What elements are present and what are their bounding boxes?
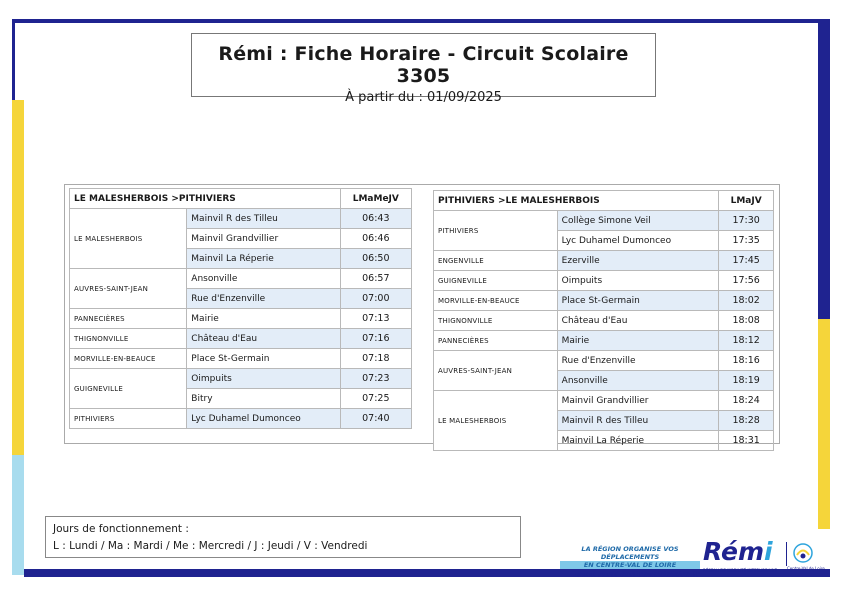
logo-separator bbox=[786, 542, 787, 566]
time-cell: 06:50 bbox=[340, 249, 411, 269]
time-cell: 07:13 bbox=[340, 309, 411, 329]
commune-cell: ENGENVILLE bbox=[434, 251, 558, 271]
stop-cell: Mainvil Grandvillier bbox=[557, 391, 719, 411]
frame-left-cyan bbox=[12, 455, 24, 575]
time-cell: 06:46 bbox=[340, 229, 411, 249]
frame-left-blue bbox=[12, 23, 24, 100]
stop-cell: Mairie bbox=[187, 309, 340, 329]
table-row bbox=[70, 309, 412, 329]
commune-cell: GUIGNEVILLE bbox=[70, 369, 187, 409]
stop-cell: Ansonville bbox=[187, 269, 340, 289]
time-cell: 07:25 bbox=[340, 389, 411, 409]
stop-cell: Place St-Germain bbox=[187, 349, 340, 369]
region-logo-icon bbox=[792, 542, 814, 564]
remi-logo-text: Rém bbox=[703, 537, 765, 566]
table-row bbox=[434, 391, 774, 411]
time-cell: 17:30 bbox=[719, 211, 774, 231]
time-cell: 18:12 bbox=[719, 331, 774, 351]
time-cell: 06:43 bbox=[340, 209, 411, 229]
days-header: LMaMeJV bbox=[340, 189, 411, 209]
timetable-return bbox=[433, 190, 774, 451]
frame-right-blue bbox=[818, 19, 830, 319]
stop-cell: Château d'Eau bbox=[557, 311, 719, 331]
operating-days-legend bbox=[45, 516, 521, 558]
stop-cell: Mainvil R des Tilleu bbox=[187, 209, 340, 229]
commune-cell: MORVILLE-EN-BEAUCE bbox=[70, 349, 187, 369]
time-cell: 17:56 bbox=[719, 271, 774, 291]
timetable-outbound bbox=[69, 188, 412, 429]
table-row bbox=[434, 351, 774, 371]
time-cell: 06:57 bbox=[340, 269, 411, 289]
time-cell: 17:35 bbox=[719, 231, 774, 251]
table-row bbox=[434, 271, 774, 291]
days-header: LMaJV bbox=[719, 191, 774, 211]
legend-title: Jours de fonctionnement : bbox=[53, 523, 189, 535]
table-row bbox=[70, 349, 412, 369]
stop-cell: Lyc Duhamel Dumonceo bbox=[557, 231, 719, 251]
time-cell: 18:08 bbox=[719, 311, 774, 331]
stop-cell: Château d'Eau bbox=[187, 329, 340, 349]
stop-cell: Rue d'Enzenville bbox=[557, 351, 719, 371]
stop-cell: Oimpuits bbox=[557, 271, 719, 291]
route-header: LE MALESHERBOIS >PITHIVIERS bbox=[70, 189, 341, 209]
time-cell: 18:24 bbox=[719, 391, 774, 411]
route-header: PITHIVIERS >LE MALESHERBOIS bbox=[434, 191, 719, 211]
commune-cell: GUIGNEVILLE bbox=[434, 271, 558, 291]
time-cell: 07:18 bbox=[340, 349, 411, 369]
time-cell: 07:00 bbox=[340, 289, 411, 309]
commune-cell: MORVILLE-EN-BEAUCE bbox=[434, 291, 558, 311]
time-cell: 07:40 bbox=[340, 409, 411, 429]
stop-cell: Ansonville bbox=[557, 371, 719, 391]
table-row bbox=[70, 269, 412, 289]
commune-cell: AUVRES-SAINT-JEAN bbox=[434, 351, 558, 391]
table-row bbox=[434, 211, 774, 231]
title-box bbox=[191, 33, 656, 105]
stop-cell: Mainvil La Réperie bbox=[187, 249, 340, 269]
table-row bbox=[434, 251, 774, 271]
table-row bbox=[70, 369, 412, 389]
stop-cell: Ezerville bbox=[557, 251, 719, 271]
commune-cell: AUVRES-SAINT-JEAN bbox=[70, 269, 187, 309]
stop-cell: Oimpuits bbox=[187, 369, 340, 389]
commune-cell: PANNECIÈRES bbox=[434, 331, 558, 351]
table-row bbox=[70, 209, 412, 229]
footer-tagline-line1: LA RÉGION ORGANISE VOS DÉPLACEMENTS bbox=[581, 545, 679, 561]
stop-cell: Bitry bbox=[187, 389, 340, 409]
time-cell: 18:16 bbox=[719, 351, 774, 371]
commune-cell: THIGNONVILLE bbox=[434, 311, 558, 331]
time-cell: 17:45 bbox=[719, 251, 774, 271]
commune-cell: LE MALESHERBOIS bbox=[70, 209, 187, 269]
footer-tagline-line2: EN CENTRE-VAL DE LOIRE bbox=[583, 561, 677, 569]
table-row bbox=[70, 329, 412, 349]
stop-cell: Mainvil La Réperie bbox=[557, 431, 719, 451]
frame-top-bar bbox=[12, 19, 830, 23]
table-row bbox=[70, 409, 412, 429]
table-row bbox=[434, 311, 774, 331]
time-cell: 18:28 bbox=[719, 411, 774, 431]
commune-cell: THIGNONVILLE bbox=[70, 329, 187, 349]
time-cell: 07:23 bbox=[340, 369, 411, 389]
stop-cell: Place St-Germain bbox=[557, 291, 719, 311]
region-logo-label: Centre-Val de Loire bbox=[787, 566, 825, 571]
remi-logo bbox=[703, 537, 773, 566]
stop-cell: Collège Simone Veil bbox=[557, 211, 719, 231]
stop-cell: Mainvil Grandvillier bbox=[187, 229, 340, 249]
commune-cell: LE MALESHERBOIS bbox=[434, 391, 558, 451]
frame-right-yellow bbox=[818, 319, 830, 529]
stop-cell: Rue d'Enzenville bbox=[187, 289, 340, 309]
footer-url-link[interactable]: www.remi-centrevaldeloire.fr bbox=[575, 570, 700, 579]
legend-days: L : Lundi / Ma : Mardi / Me : Mercredi / J : Jeudi / V : Vendredi bbox=[53, 540, 368, 552]
page-subtitle: À partir du : 01/09/2025 bbox=[345, 90, 502, 105]
time-cell: 07:16 bbox=[340, 329, 411, 349]
stop-cell: Lyc Duhamel Dumonceo bbox=[187, 409, 340, 429]
table-row bbox=[434, 331, 774, 351]
table-row bbox=[434, 291, 774, 311]
time-cell: 18:02 bbox=[719, 291, 774, 311]
remi-logo-subtitle: RÉSEAU DE MOBILITÉ INTERURBAINE bbox=[703, 568, 778, 573]
commune-cell: PITHIVIERS bbox=[70, 409, 187, 429]
remi-logo-i: i bbox=[764, 537, 773, 566]
time-cell: 18:19 bbox=[719, 371, 774, 391]
time-cell: 18:31 bbox=[719, 431, 774, 451]
commune-cell: PANNECIÈRES bbox=[70, 309, 187, 329]
footer-tagline bbox=[560, 545, 700, 569]
commune-cell: PITHIVIERS bbox=[434, 211, 558, 251]
stop-cell: Mairie bbox=[557, 331, 719, 351]
page-title: Rémi : Fiche Horaire - Circuit Scolaire 3305 bbox=[218, 43, 629, 87]
frame-left-yellow bbox=[12, 100, 24, 455]
stop-cell: Mainvil R des Tilleu bbox=[557, 411, 719, 431]
